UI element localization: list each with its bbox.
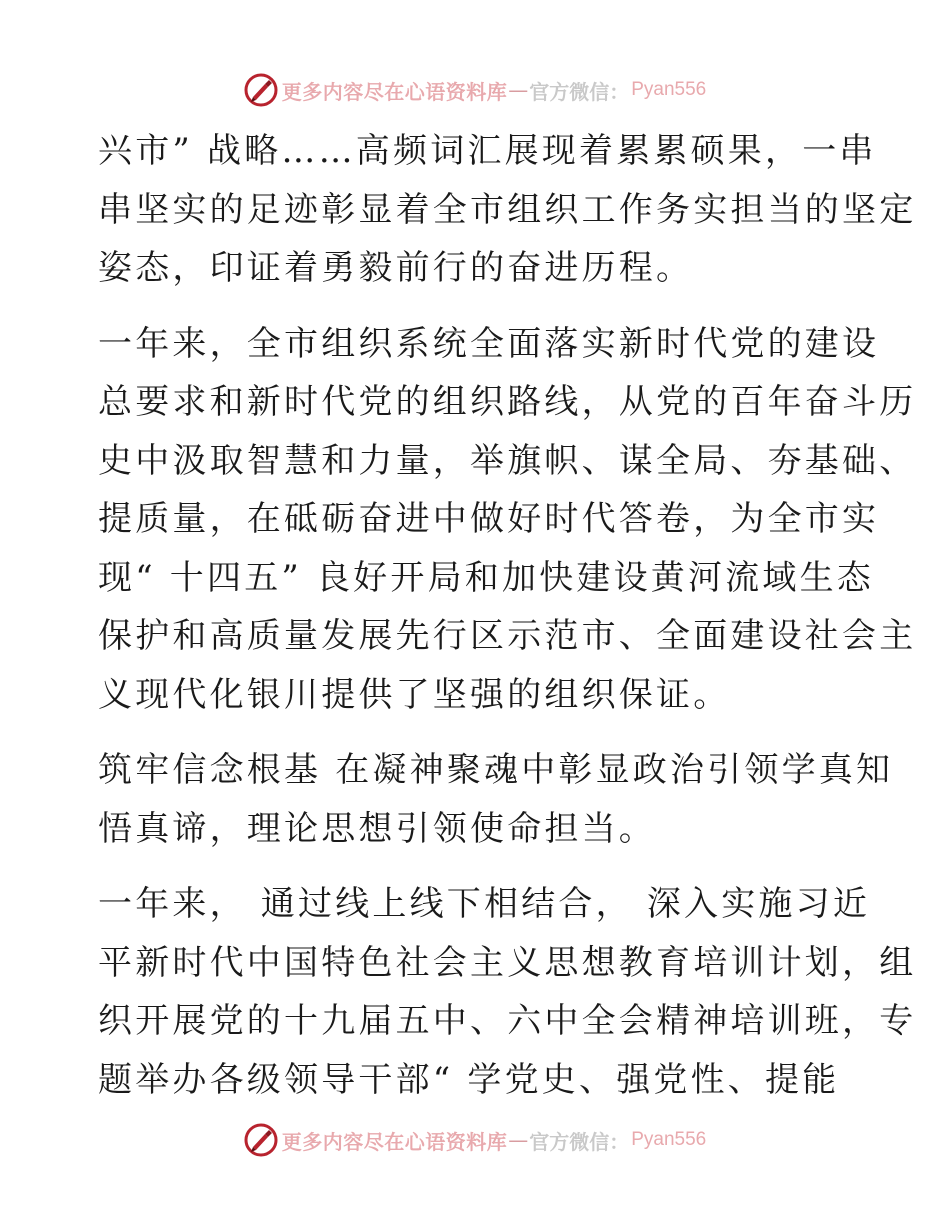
- text-line: 现“ 十四五” 良好开局和加快建设黄河流域生态: [98, 557, 874, 598]
- pen-seal-logo-icon: [244, 1123, 278, 1157]
- pen-seal-logo-icon: [244, 73, 278, 107]
- text-line: 姿态，印证着勇毅前行的奋进历程。: [98, 248, 694, 288]
- paragraph-4: [98, 875, 917, 1109]
- text-line: 串坚实的足迹彰显着全市组织工作务实担当的坚定: [98, 189, 917, 230]
- footer-official-label: 官方微信：: [529, 1129, 630, 1154]
- text-line: 筑牢信念根基 在凝神聚魂中彰显政治引领学真知: [98, 750, 894, 790]
- header-separator: —: [508, 78, 529, 102]
- text-line: 总要求和新时代党的组织路线，从党的百年奋斗历: [98, 382, 917, 422]
- header-main-text: 更多内容尽在心语资料库: [281, 79, 508, 104]
- text-line: 一年来， 通过线上线下相结合， 深入实施习近: [98, 884, 871, 924]
- text-line: 题举办各级领导干部“ 学党史、强党性、提能: [98, 1059, 840, 1100]
- footer-main-text: 更多内容尽在心语资料库: [281, 1129, 508, 1154]
- paragraph-1: [98, 122, 917, 298]
- text-line: 义现代化银川提供了坚强的组织保证。: [98, 674, 731, 715]
- footer-banner: [0, 1120, 950, 1160]
- text-line: 保护和高质量发展先行区示范市、全面建设社会主: [98, 616, 917, 656]
- header-banner: [0, 70, 950, 110]
- footer-separator: —: [508, 1128, 529, 1152]
- text-line: 悟真谛，理论思想引领使命担当。: [98, 808, 656, 849]
- text-line: 提质量，在砥砺奋进中做好时代答卷，为全市实: [98, 499, 880, 539]
- text-line: 兴市” 战略……高频词汇展现着累累硕果，一串: [98, 131, 877, 171]
- paragraph-3: [98, 741, 894, 858]
- text-line: 一年来，全市组织系统全面落实新时代党的建设: [98, 323, 880, 364]
- header-official-label: 官方微信：: [529, 79, 630, 104]
- footer-wechat-id: Pyan556: [631, 1129, 707, 1150]
- text-line: 织开展党的十九届五中、六中全会精神培训班，专: [98, 1001, 917, 1041]
- text-line: 平新时代中国特色社会主义思想教育培训计划，组: [98, 942, 917, 983]
- paragraph-2: [98, 315, 917, 725]
- document-body: [98, 122, 917, 1109]
- header-wechat-id: Pyan556: [631, 79, 707, 100]
- text-line: 史中汲取智慧和力量，举旗帜、谋全局、夯基础、: [98, 440, 917, 481]
